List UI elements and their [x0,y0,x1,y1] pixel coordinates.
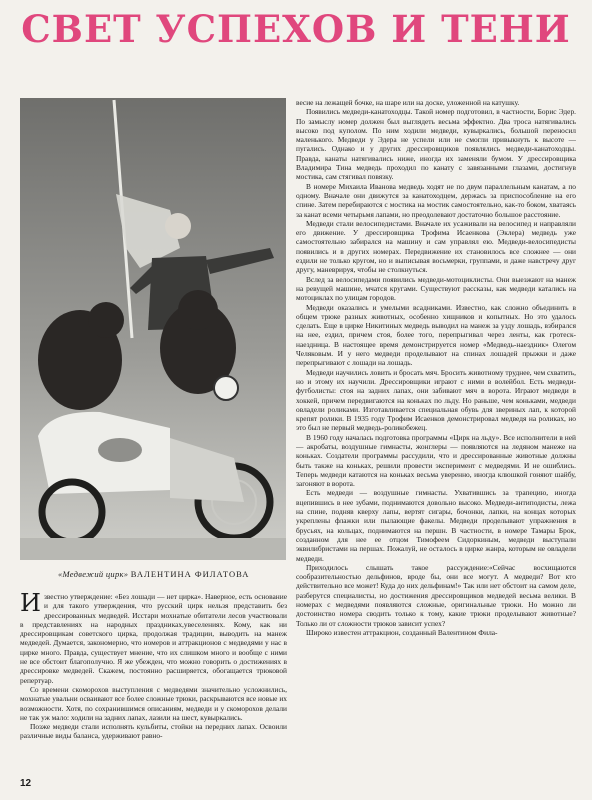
article-paragraph: Широко известен аттракцион, созданный Валентином Фила- [306,627,498,637]
circus-bears-photo [20,98,286,560]
left-text-column [20,592,287,758]
photo-caption [58,569,288,579]
article-paragraph: Со времени скоморохов выступления с медведями значительно усложнились, мохнатые увальни осваивают все более сложные трюки, раскрываются все новые их возможности. Хотя, по сохранившимся описаниям, медведи и у скоморохов делали не так уж мало: ходили на задних лапах, лазили на шест, кувыркались. [20,684,287,722]
article-paragraph: Вслед за велосипедами появились медведи-мотоциклисты. Они выезжают на манеж на ревущей машине, мчатся кругами. Существуют рассказы, как медведи катались на мотоциклах по улицам городов. [296,274,576,303]
right-text-column [296,98,576,790]
article-paragraph: Приходилось слышать такое рассуждение:«Сейчас восхищаются сообразительностью дельфинов, вроде бы, они все могут. А медведи? Вот кто действительно все может! Куда до них дельфинам!» Так или нет обстоит на самом деле, разберутся специалисты, но достижения дрессировщиков медведей весьма велики. В номерах с медведями появляются сложные, оригинальные трюки. Но можно ли достоинство номера сводить только к тому, какие трюки проделывают животные? Только ли от сложности трюков зависит успех? [296,562,576,628]
article-paragraph: Появились медведи-канатоходцы. Такой номер подготовил, в частности, Борис Эдер. По замыслу номер должен был выглядеть весьма эффектно. Два троса натягивались высоко под куполом. По ним ходили медведи, кувыркались, большой переносил маленького. Медведи у Эдера не успели или не смогли привыкнуть к высоте — пугались. Однако и у других дрессировщиков появлялись медведи-канатоходцы. Правда, канаты натягивались ниже, иногда их заменяли бумом. У дрессировщика Владимира Тина медведь проходил по канату с завязанными глазами, достигнув мостика, сам стягивал повязку. [296,107,576,182]
page-number: 12 [20,778,32,789]
article-paragraph: Медведи оказались и умелыми всадниками. Известно, как сложно объединить в общем трюке разных животных, особенно хищников и копытных. Но это удалось сделать. Еще в цирке Никитиных медведь выводил на манеж за узду лошадь, взбирался на нее, ездил, причем стоя, более того, перепрыгивал через ленты, как гротеск-наездница. В настоящее время демонстрируется номер «Медведь-наездник» Олегом Челяковым. И у него медведи проделывают на спинах лошадей прыжки и даже перепрыгивают с лошади на лошадь. [296,302,576,368]
article-paragraph: Медведи научились ловить и бросать мяч. Бросить животному труднее, чем схватить, но и этому их научили. Дрессировщики играют с ними в волейбол. Есть медведи-футболисты: стоя на задних лапах, они забивают мяч в ворота. Играют медведи в хоккей, причем передвигаются на коньках по льду. Но раньше, чем коньками, медведи овладели роликами. Изготавливается специальная обувь для звериных лап, к которой крепят ролики. В 1935 году Трофим Исаенков демонстрировал медведя на роликах, но это был не первый медведь-роликобежец. [296,367,576,433]
caption-author: ВАЛЕНТИНА ФИЛАТОВА [130,569,250,579]
page-headline: СВЕТ УСПЕХОВ И ТЕНИ [21,7,571,51]
article-paragraph: В номере Михаила Иванова медведь ходят не по двум параллельным канатам, а по одному. Вначале они движутся за канатоходцем, держась за приспособление на его спине. Затем перебираются с мостика на мостик самостоятельно, как-то боком, хватаясь за канат всеми четырьмя лапами, но преодолевают достаточно большое расстояние. [296,181,576,219]
article-paragraph: Есть медведи — воздушные гимнасты. Ухватившись за трапецию, иногда вцепившись в нее зубами, поднимаются довольно высоко. Медведи-антиподисты, лежа на спине, подняв кверху лапы, вертят сигары, бочонки, лапки, на концах которых укреплены флажки или пылающие факелы. Медведи проделывают упражнения в брусьях, на кольцах, поднимаются на першн. В частности, в номере Тамары Брок, созданном для нее ее отцом Тимофеем Сидоркиным, медведи выступали эквилибристами на першах. Пожалуй, не осталось в цирке жанра, которым не овладели медведи. [296,488,576,563]
article-paragraph: Позже медведи стали исполнять кульбиты, стойки на передних лапах. Освоили различные виды баланса, удерживают равно- [20,722,287,741]
article-paragraph: весие на лежащей бочке, на шаре или на доске, уложенной на катушку. [296,98,520,107]
article-paragraph: Медведи стали велосипедистами. Вначале их усаживали на велосипед и направляли его движение. У дрессировщика Трофима Исаенкова (Эклера) медведь уже самостоятельно забирался на машину и сам управлял ею. Медведи-велосипедисты появились и в других номерах. Передвижение их становилось все сложнее — они ездили не только кругом, но и выписывая восьмерки, группами, и даже навстречу друг другу, маневрируя, чтобы не столкнуться. [296,218,576,275]
photo-illustration [20,98,286,560]
article-paragraph: Известно утверждение: «Без лошади — нет цирка». Наверное, есть основание и для такого утверждения, что русский цирк нельзя представить без дрессированных медведей. Исстари мохнатые обитатели лесов участвовали в представлениях на народных праздниках,увеселениях. Кому, как ни дрессировщикам советского цирка, продолжая традиции, выводить на манеж медведей. Думается, закономерно, что номеров и аттракционов с медведями у нас в цирке много. Правда, существует мнение, что их слишком много и вообще с ними не все обстоит благополучно. Я же убежден, что можно говорить о достижениях в дрессировке медведей. Скажем, постоянно расширяется, обогащается трюковой репертуар. [20,592,287,685]
caption-title: «Медвежий цирк» [58,569,129,579]
drop-cap: И [20,592,41,617]
article-paragraph: В 1960 году началась подготовка программы «Цирк на льду». Все исполнители в ней — акробаты, воздушные гимнасты, жонглеры — появляются на ледяном манеже на коньках. Создатели программы рассудили, что и дрессированные животные должны быть также на коньках, решили провести эксперимент с медведями. И не ошиблись. Теперь медведи катаются на коньках весьма уверенно, иногда клюшкой гоняют шайбу, загоняют в ворота. [296,432,576,489]
